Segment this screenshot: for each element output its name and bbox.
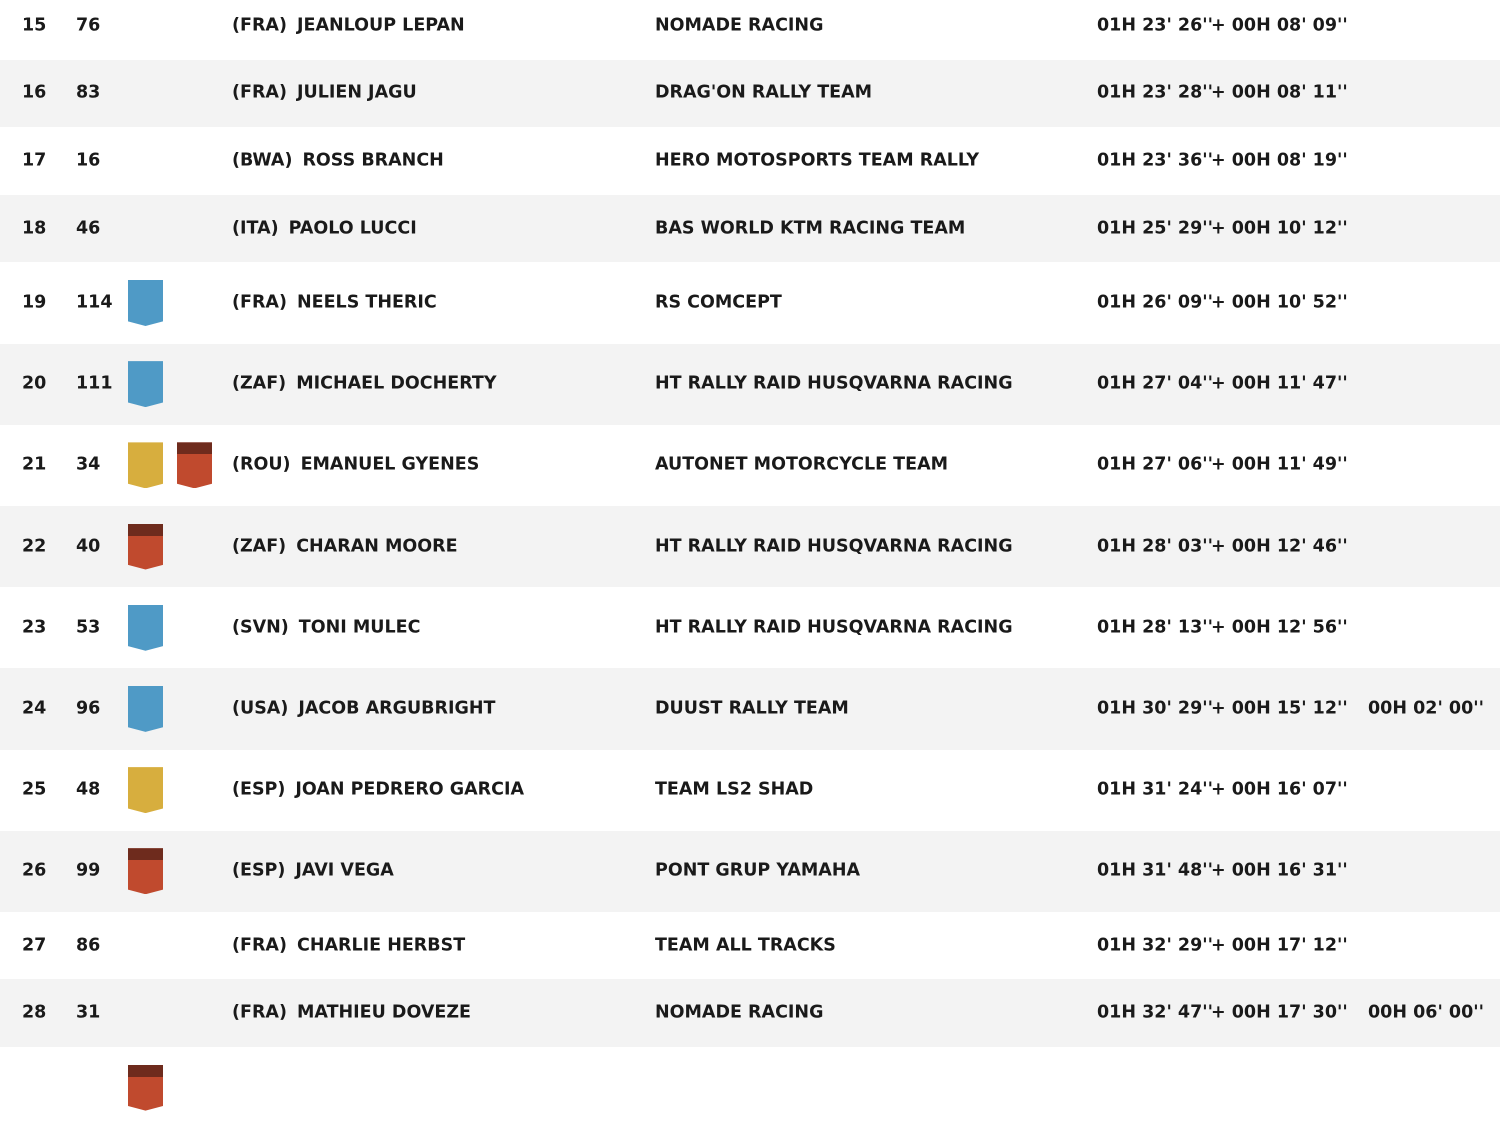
position-cell: 20 [22,373,47,394]
stage-time-cell: 01H 23' 28'' [1097,82,1213,103]
time-gap-cell: + 00H 08' 09'' [1211,15,1348,36]
rider-name[interactable]: JAVI VEGA [295,860,394,881]
rider-name[interactable]: CHARAN MOORE [296,535,458,556]
nationality-code: (FRA) [232,292,287,313]
result-row[interactable] [0,912,1500,980]
time-gap-cell: + 00H 10' 52'' [1211,292,1348,313]
rider-cell [232,700,495,718]
nationality-code: (ITA) [232,217,279,238]
position-cell: 27 [22,934,47,955]
team-name-cell[interactable]: HT RALLY RAID HUSQVARNA RACING [655,535,1013,556]
result-row[interactable] [0,831,1500,912]
bib-number-cell: 99 [76,860,101,881]
team-name-cell[interactable]: BAS WORLD KTM RACING TEAM [655,217,966,238]
yellow-classification-badge-icon [128,442,163,488]
rider-cell [232,17,465,35]
stage-time-cell: 01H 30' 29'' [1097,698,1213,719]
result-row[interactable] [0,979,1500,1047]
team-name-cell[interactable]: NOMADE RACING [655,15,824,36]
time-gap-cell: + 00H 15' 12'' [1211,698,1348,719]
blue-classification-badge-icon [128,280,163,326]
bib-number-cell: 48 [76,779,101,800]
rider-cell [232,454,480,475]
bib-number-cell: 16 [76,150,101,171]
time-gap-cell: + 00H 16' 31'' [1211,860,1348,881]
rider-cell [232,82,417,103]
red-classification-badge-icon [128,848,163,894]
time-gap-cell: + 00H 11' 47'' [1211,373,1348,394]
nationality-code: (BWA) [232,150,293,171]
rider-cell [232,1002,472,1023]
rider-name[interactable]: JOAN PEDRERO GARCIA [295,779,525,800]
nationality-code: (FRA) [232,1002,287,1023]
team-name-cell[interactable]: NOMADE RACING [655,1002,824,1023]
nationality-code: (ESP) [232,779,286,800]
penalty-cell: 00H 06' 00'' [1368,1002,1484,1023]
stage-time-cell: 01H 32' 47'' [1097,1002,1213,1023]
stage-time-cell: 01H 25' 29'' [1097,217,1213,238]
result-row[interactable] [0,668,1500,749]
bib-number-cell: 40 [76,535,101,556]
time-gap-cell: + 00H 11' 49'' [1211,454,1348,475]
time-gap-cell: + 00H 16' 07'' [1211,779,1348,800]
position-cell: 26 [22,860,47,881]
position-cell: 23 [22,616,47,637]
nationality-code: (SVN) [232,616,289,637]
bib-number-cell: 83 [76,82,101,103]
position-cell: 28 [22,1002,47,1023]
rider-name[interactable]: JEANLOUP LEPAN [296,15,465,36]
rider-cell [232,217,417,238]
blue-classification-badge-icon [128,361,163,407]
nationality-code: (ROU) [232,454,291,475]
result-row[interactable] [0,344,1500,425]
bib-number-cell: 111 [76,373,113,394]
rider-cell [232,535,458,556]
rider-name[interactable]: JACOB ARGUBRIGHT [298,698,496,719]
rider-name[interactable]: MATHIEU DOVEZE [296,1002,472,1023]
position-cell: 16 [22,82,47,103]
rider-name[interactable]: NEELS THERIC [296,292,437,313]
rider-cell [232,375,497,393]
position-cell: 17 [22,150,47,171]
time-gap-cell: + 00H 08' 11'' [1211,82,1348,103]
time-gap-cell: + 00H 08' 19'' [1211,150,1348,171]
blue-classification-badge-icon [128,686,163,732]
stage-time-cell: 01H 27' 06'' [1097,454,1213,475]
rider-cell [232,934,466,955]
result-row[interactable] [0,587,1500,668]
position-cell: 19 [22,292,47,313]
result-row[interactable] [0,0,1500,60]
team-name-cell[interactable]: PONT GRUP YAMAHA [655,860,861,881]
stage-time-cell: 01H 28' 13'' [1097,616,1213,637]
team-name-cell[interactable]: HERO MOTOSPORTS TEAM RALLY [655,150,979,171]
rider-name[interactable]: MICHAEL DOCHERTY [296,373,497,394]
stage-time-cell: 01H 23' 36'' [1097,150,1213,171]
bib-number-cell: 53 [76,616,101,637]
penalty-cell: 00H 02' 00'' [1368,698,1484,719]
result-row[interactable] [0,195,1500,263]
position-cell: 15 [22,15,47,36]
result-row[interactable] [0,425,1500,506]
stage-time-cell: 01H 31' 24'' [1097,779,1213,800]
stage-time-cell: 01H 28' 03'' [1097,535,1213,556]
result-row[interactable] [0,1047,1500,1128]
result-row[interactable] [0,506,1500,587]
team-name-cell[interactable]: HT RALLY RAID HUSQVARNA RACING [655,616,1013,637]
team-name-cell[interactable]: HT RALLY RAID HUSQVARNA RACING [655,373,1013,394]
bib-number-cell: 76 [76,15,101,36]
team-name-cell[interactable]: DRAG'ON RALLY TEAM [655,82,873,103]
rider-cell [232,616,421,637]
time-gap-cell: + 00H 17' 30'' [1211,1002,1348,1023]
stage-time-cell: 01H 23' 26'' [1097,15,1213,36]
nationality-code: (FRA) [232,82,287,103]
position-cell: 18 [22,217,47,238]
nationality-code: (ZAF) [232,373,287,394]
bib-number-cell: 114 [76,292,113,313]
nationality-code: (FRA) [232,15,287,36]
rider-cell [232,152,444,170]
rider-name[interactable]: ROSS BRANCH [302,150,444,171]
rider-cell [232,294,437,312]
bib-number-cell: 46 [76,217,101,238]
rider-name[interactable]: TONI MULEC [298,616,421,637]
position-cell: 21 [22,454,47,475]
rider-cell [232,860,394,881]
nationality-code: (ZAF) [232,535,287,556]
team-name-cell[interactable]: RS COMCEPT [655,292,782,313]
team-name-cell[interactable]: TEAM ALL TRACKS [655,934,836,955]
time-gap-cell: + 00H 12' 46'' [1211,535,1348,556]
team-name-cell[interactable]: DUUST RALLY TEAM [655,698,849,719]
red-classification-badge-icon [128,1065,163,1111]
bib-number-cell: 34 [76,454,101,475]
rider-name[interactable]: EMANUEL GYENES [300,454,480,475]
time-gap-cell: + 00H 12' 56'' [1211,616,1348,637]
red-classification-badge-icon [177,442,212,488]
result-row[interactable] [0,262,1500,343]
nationality-code: (FRA) [232,934,287,955]
rider-name[interactable]: PAOLO LUCCI [288,217,417,238]
position-cell: 24 [22,698,47,719]
bib-number-cell: 86 [76,934,101,955]
time-gap-cell: + 00H 17' 12'' [1211,934,1348,955]
team-name-cell[interactable]: AUTONET MOTORCYCLE TEAM [655,454,949,475]
rider-cell [232,1079,242,1097]
bib-number-cell: 96 [76,698,101,719]
yellow-classification-badge-icon [128,767,163,813]
red-classification-badge-icon [128,524,163,570]
stage-time-cell: 01H 26' 09'' [1097,292,1213,313]
rider-name[interactable]: CHARLIE HERBST [296,934,466,955]
blue-classification-badge-icon [128,605,163,651]
stage-time-cell: 01H 31' 48'' [1097,860,1213,881]
nationality-code: (USA) [232,698,289,719]
time-gap-cell: + 00H 10' 12'' [1211,217,1348,238]
result-row[interactable] [0,750,1500,831]
result-row[interactable] [0,127,1500,195]
position-cell: 22 [22,535,47,556]
bib-number-cell: 31 [76,1002,101,1023]
stage-time-cell: 01H 32' 29'' [1097,934,1213,955]
nationality-code: (ESP) [232,860,286,881]
result-row[interactable] [0,60,1500,128]
team-name-cell[interactable]: TEAM LS2 SHAD [655,779,814,800]
rider-name[interactable]: JULIEN JAGU [296,82,417,103]
stage-time-cell: 01H 27' 04'' [1097,373,1213,394]
position-cell: 25 [22,779,47,800]
rider-cell [232,781,524,799]
